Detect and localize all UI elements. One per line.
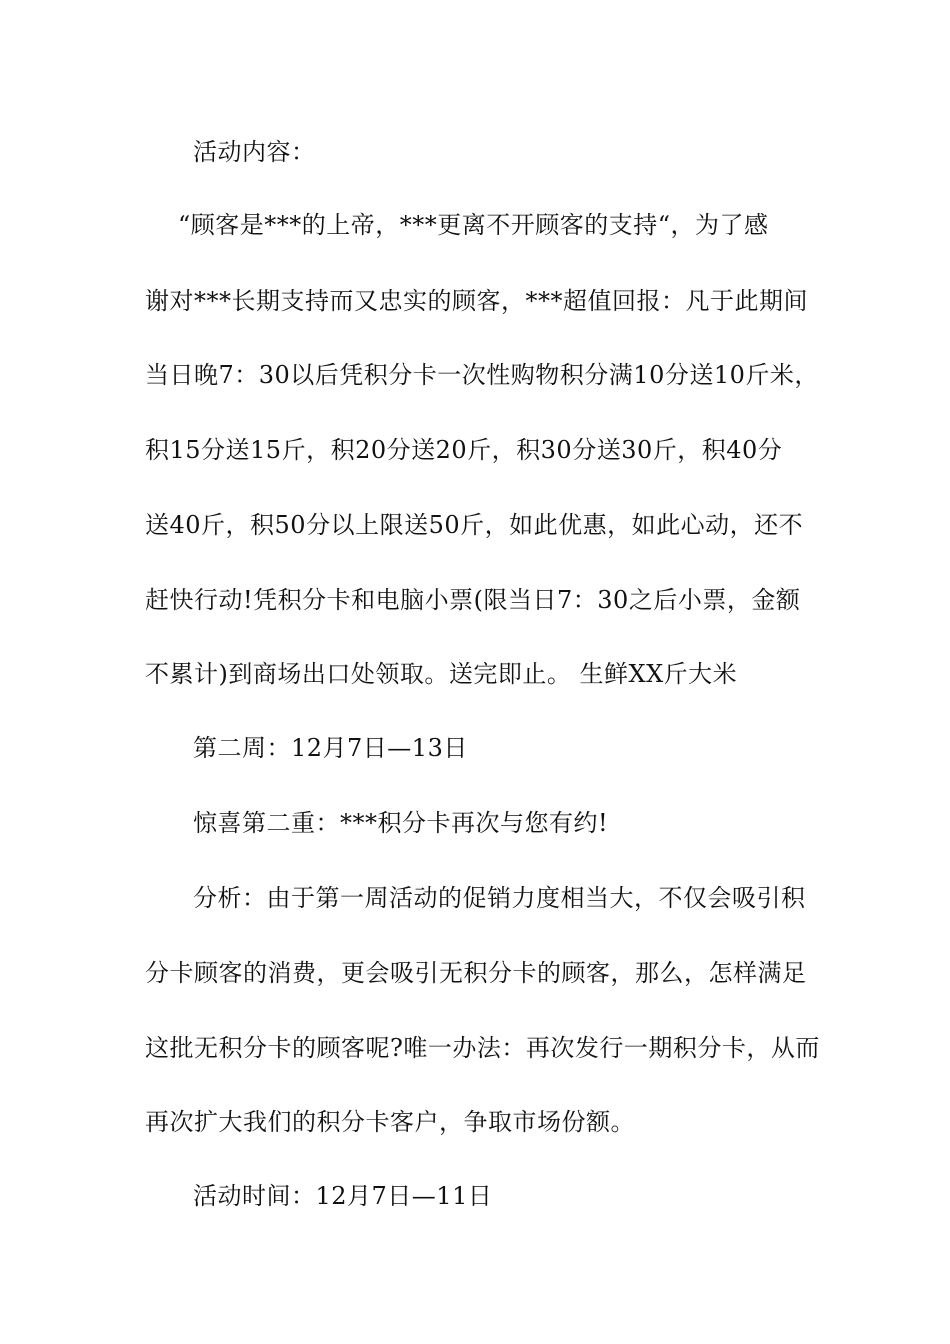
paragraph-line: 当日晚7：30以后凭积分卡一次性购物积分满10分送10斤米， xyxy=(145,361,819,389)
paragraph-line: 分析：由于第一周活动的促销力度相当大，不仅会吸引积 xyxy=(193,884,806,912)
paragraph-line: 谢对***长期支持而又忠实的顾客，***超值回报：凡于此期间 xyxy=(145,287,808,315)
paragraph-line: 赶快行动!凭积分卡和电脑小票(限当日7：30之后小票，金额 xyxy=(145,586,801,614)
paragraph-line: 分卡顾客的消费，更会吸引无积分卡的顾客，那么，怎样满足 xyxy=(145,959,807,987)
paragraph-line: 这批无积分卡的顾客呢?唯一办法：再次发行一期积分卡，从而 xyxy=(145,1034,820,1062)
section-heading-activity-time: 活动时间：12月7日—11日 xyxy=(193,1182,493,1210)
section-heading-surprise-two: 惊喜第二重：***积分卡再次与您有约! xyxy=(193,809,609,837)
paragraph-line: 送40斤，积50分以上限送50斤，如此优惠，如此心动，还不 xyxy=(145,511,804,539)
paragraph-line: “顾客是***的上帝，***更离不开顾客的支持“，为了感 xyxy=(178,211,769,239)
paragraph-line: 不累计)到商场出口处领取。送完即止。 生鲜XX斤大米 xyxy=(145,660,738,688)
section-heading-week-two: 第二周：12月7日—13日 xyxy=(193,734,468,762)
paragraph-heading-activity-content: 活动内容： xyxy=(193,138,316,166)
paragraph-line: 再次扩大我们的积分卡客户，争取市场份额。 xyxy=(145,1108,635,1136)
paragraph-line: 积15分送15斤，积20分送20斤，积30分送30斤，积40分 xyxy=(145,436,783,464)
